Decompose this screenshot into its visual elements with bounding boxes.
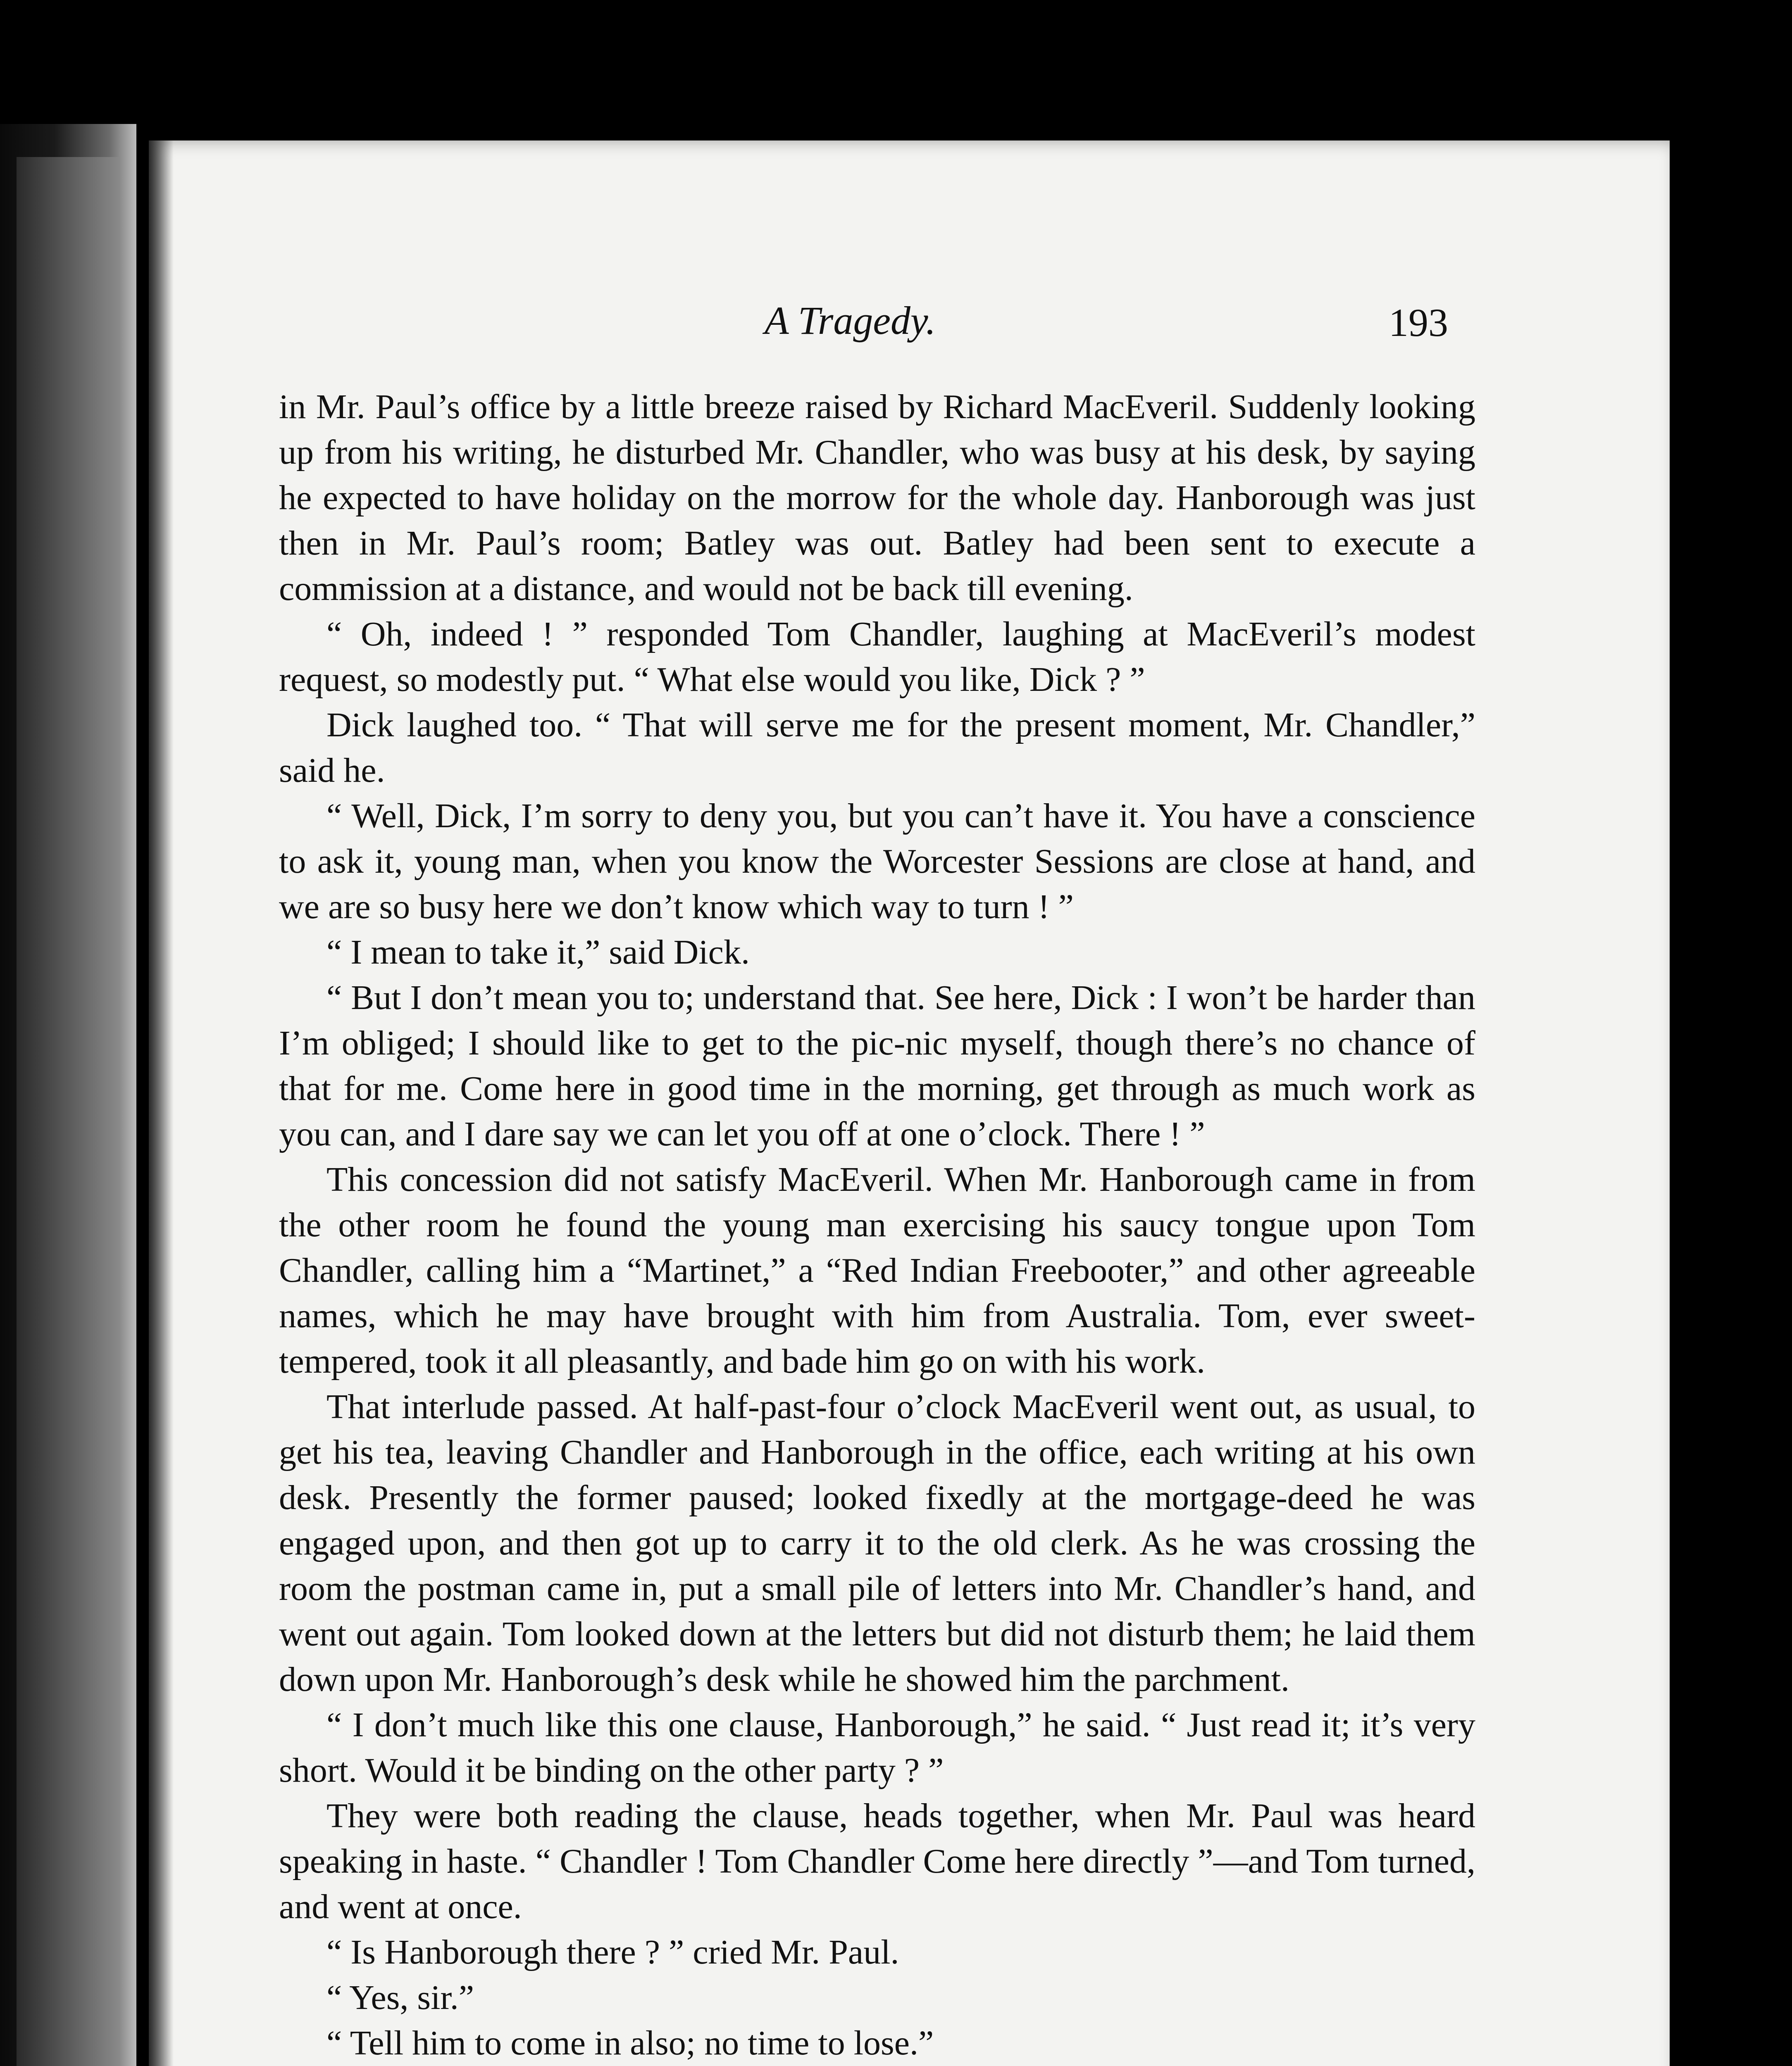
page-gutter-shadow (149, 140, 174, 2066)
paragraph: “ I mean to take it,” said Dick. (326, 933, 750, 971)
paragraph: “ Yes, sir.” (326, 1978, 474, 2017)
paragraph: They were both reading the clause, heads together, when Mr. Paul was heard speaking in haste. “ Chandler ! Tom Chandler Come here directly ”—and Tom turned, and went at once. (279, 1797, 1475, 1926)
left-page-strip (17, 157, 120, 2066)
paragraph: This concession did not satisfy MacEveril. When Mr. Hanborough came in from the other room he found the young man exercising his saucy tongue upon Tom Chandler, calling him a “Martinet,” a “Red Indian Freebooter,” and other agreeable names, which he may have brought with him from Australia. Tom, ever sweet-tempered, took it all pleasantly, and bade him go on with his work. (279, 1160, 1475, 1381)
paragraph: “ Well, Dick, I’m sorry to deny you, but you can’t have it. You have a conscience to ask it, young man, when you know the Worcester Sessions are close at hand, and we are so busy here we don’t know which way to turn ! ” (279, 797, 1475, 926)
paragraph: “ Tell him to come in also; no time to lose.” (326, 2024, 934, 2062)
text-body (279, 384, 1475, 2066)
paragraph: “ Oh, indeed ! ” responded Tom Chandler, laughing at MacEveril’s modest request, so modestly put. “ What else would you like, Dick ? ” (279, 615, 1475, 699)
running-title: A Tragedy. (765, 298, 936, 343)
paragraph: “ But I don’t mean you to; understand that. See here, Dick : I won’t be harder than I’m obliged; I should like to get to the pic-nic myself, though there’s no chance of that for me. Come here in good time in the morning, get through as much work as you can, and I dare say we can let you off at one o’clock. There ! ” (279, 978, 1475, 1153)
paragraph: That interlude passed. At half-past-four o’clock MacEveril went out, as usual, to get his tea, leaving Chandler and Hanborough in the office, each writing at his own desk. Presently the former paused; looked fixedly at the mortgage-deed he was engaged upon, and then got up to carry it to the old clerk. As he was crossing the room the postman came in, put a small pile of letters into Mr. Chandler’s hand, and went out again. Tom looked down at the letters but did not disturb them; he laid them down upon Mr. Hanborough’s desk while he showed him the parchment. (279, 1388, 1475, 1699)
paragraph: “ I don’t much like this one clause, Hanborough,” he said. “ Just read it; it’s very short. Would it be binding on the other party ? ” (279, 1706, 1475, 1790)
page-number: 193 (1389, 300, 1448, 345)
paragraph: in Mr. Paul’s office by a little breeze raised by Richard MacEveril. Suddenly looking up from his writing, he disturbed Mr. Chandler, who was busy at his desk, by saying he expected to have holiday on the morrow for the whole day. Hanborough was just then in Mr. Paul’s room; Batley was out. Batley had been sent to execute a commission at a distance, and would not be back till evening. (279, 388, 1475, 608)
paragraph: Dick laughed too. “ That will serve me for the present moment, Mr. Chandler,” said he. (279, 706, 1475, 790)
paragraph: “ Is Hanborough there ? ” cried Mr. Paul. (326, 1933, 899, 1971)
